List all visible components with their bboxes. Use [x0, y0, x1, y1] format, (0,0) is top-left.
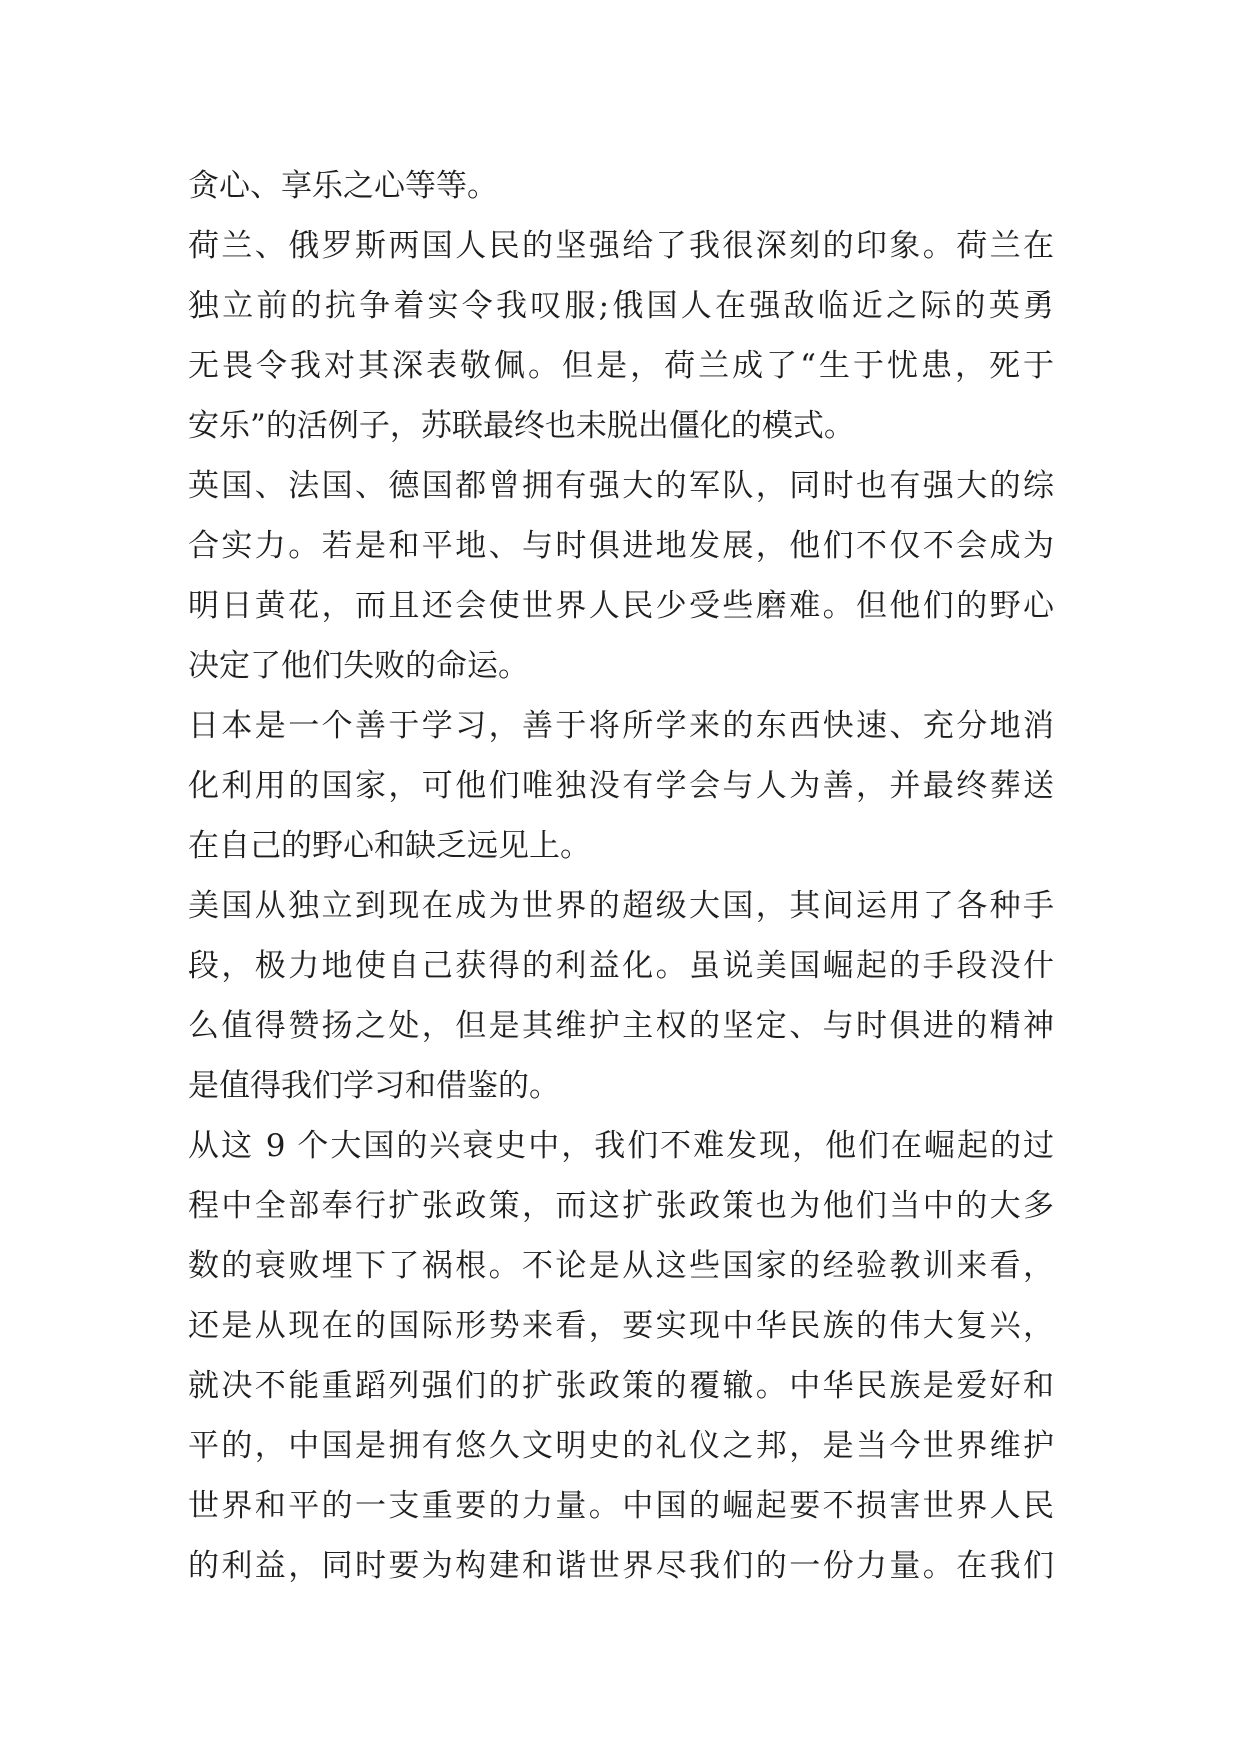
text-line: 美国从独立到现在成为世界的超级大国，其间运用了各种手: [188, 888, 1054, 924]
text-line: 数的衰败埋下了祸根。不论是从这些国家的经验教训来看，: [188, 1248, 1054, 1284]
text-line: 是值得我们学习和借鉴的。: [188, 1068, 560, 1104]
text-line: 么值得赞扬之处，但是其维护主权的坚定、与时俱进的精神: [188, 1008, 1054, 1044]
text-line: 决定了他们失败的命运。: [188, 648, 529, 684]
text-line: 的利益，同时要为构建和谐世界尽我们的一份力量。在我们: [188, 1548, 1054, 1584]
text-line: 合实力。若是和平地、与时俱进地发展，他们不仅不会成为: [188, 528, 1054, 564]
text-line: 世界和平的一支重要的力量。中国的崛起要不损害世界人民: [188, 1488, 1054, 1524]
text-line: 程中全部奉行扩张政策，而这扩张政策也为他们当中的大多: [188, 1188, 1054, 1224]
document-body: [188, 156, 1054, 1596]
paragraph-1: [188, 156, 1054, 216]
paragraph-3: [188, 456, 1054, 696]
text-line: 明日黄花，而且还会使世界人民少受些磨难。但他们的野心: [188, 588, 1054, 624]
paragraph-5: [188, 876, 1054, 1116]
paragraph-2: [188, 216, 1054, 456]
text-line: 安乐”的活例子，苏联最终也未脱出僵化的模式。: [188, 408, 855, 444]
text-line: 还是从现在的国际形势来看，要实现中华民族的伟大复兴，: [188, 1308, 1054, 1344]
text-line: 从这 9 个大国的兴衰史中，我们不难发现，他们在崛起的过: [188, 1128, 1054, 1164]
text-line: 贪心、享乐之心等等。: [188, 168, 498, 204]
text-line: 日本是一个善于学习，善于将所学来的东西快速、充分地消: [188, 708, 1054, 744]
text-line: 无畏令我对其深表敬佩。但是，荷兰成了“生于忧患，死于: [188, 348, 1054, 384]
paragraph-6: [188, 1116, 1054, 1596]
text-line: 荷兰、俄罗斯两国人民的坚强给了我很深刻的印象。荷兰在: [188, 228, 1054, 264]
text-line: 英国、法国、德国都曾拥有强大的军队，同时也有强大的综: [188, 468, 1054, 504]
text-line: 在自己的野心和缺乏远见上。: [188, 828, 591, 864]
text-line: 独立前的抗争着实令我叹服;俄国人在强敌临近之际的英勇: [188, 288, 1054, 324]
text-line: 段，极力地使自己获得的利益化。虽说美国崛起的手段没什: [188, 948, 1054, 984]
text-line: 平的，中国是拥有悠久文明史的礼仪之邦，是当今世界维护: [188, 1428, 1054, 1464]
paragraph-4: [188, 696, 1054, 876]
text-line: 化利用的国家，可他们唯独没有学会与人为善，并最终葬送: [188, 768, 1054, 804]
text-line: 就决不能重蹈列强们的扩张政策的覆辙。中华民族是爱好和: [188, 1368, 1054, 1404]
